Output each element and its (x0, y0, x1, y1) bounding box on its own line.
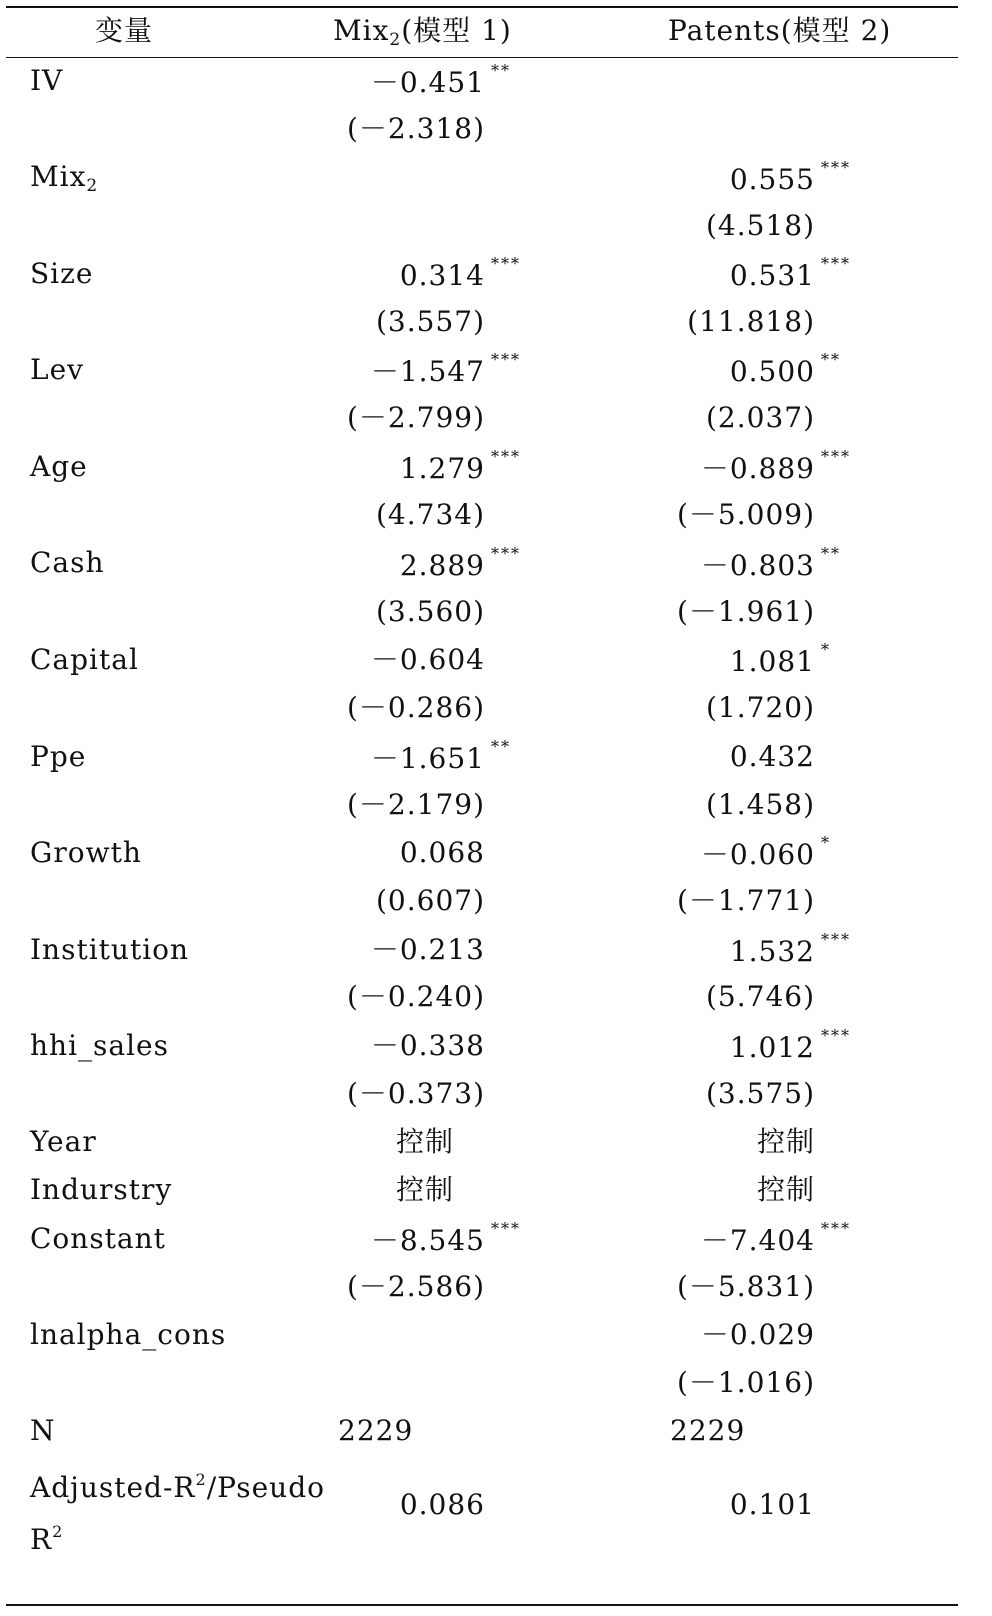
row-label-ppe: Ppe (30, 740, 87, 773)
row-label-r2: Adjusted-$R^2$/Pseudo (30, 1470, 325, 1504)
row-label-iv: IV (30, 64, 64, 97)
coef-m2: 0.500 ** (729, 350, 841, 388)
coef-m1: －0.338 (370, 1029, 485, 1062)
row-label-r2-cont: $R^2$ (30, 1522, 64, 1556)
coef-m2: 0.555 *** (729, 158, 851, 196)
row-label-hhi-sales: hhi_sales (30, 1029, 169, 1062)
r2-m2: 0.101 (729, 1488, 815, 1521)
row-label-year: Year (30, 1125, 97, 1158)
coef-m2: 1.081 * (729, 640, 831, 678)
row-label-institution: Institution (30, 933, 190, 966)
coef-m1: 0.068 (399, 836, 485, 869)
tstat-m2: (－1.016) (676, 1366, 815, 1399)
tstat-m2: (1.458) (705, 788, 815, 821)
coef-m1: －1.547 *** (370, 350, 521, 388)
tstat-m2: (4.518) (705, 209, 815, 242)
coef-m2: 0.432 (729, 740, 815, 773)
tstat-m1: (－2.179) (346, 788, 485, 821)
header-model-2: Patents(模型 2) (668, 14, 892, 47)
control-m1: 控制 (395, 1125, 454, 1158)
n-m2: 2229 (670, 1414, 746, 1447)
tstat-m1: (0.607) (375, 884, 485, 917)
tstat-m2: (5.746) (705, 980, 815, 1013)
tstat-m2: (－1.771) (676, 884, 815, 917)
header-rule (6, 57, 958, 58)
top-rule (6, 6, 958, 8)
coef-m2: －0.889 *** (700, 447, 851, 485)
control-m2: 控制 (756, 1125, 815, 1158)
tstat-m1: (－0.286) (346, 691, 485, 724)
row-label-lnalpha-cons: lnalpha_cons (30, 1318, 227, 1351)
coef-m1: －0.604 (370, 643, 485, 676)
r2-m1: 0.086 (399, 1488, 485, 1521)
tstat-m2: (2.037) (705, 401, 815, 434)
bottom-rule (6, 1604, 958, 1606)
header-model-1: Mix$_2$(模型 1) (333, 14, 512, 50)
tstat-m1: (4.734) (375, 498, 485, 531)
tstat-m2: (1.720) (705, 691, 815, 724)
row-label-constant: Constant (30, 1222, 166, 1255)
coef-m1: 0.314 *** (399, 254, 521, 292)
row-label-n: N (30, 1414, 56, 1447)
control-m2: 控制 (756, 1173, 815, 1206)
tstat-m1: (3.557) (375, 305, 485, 338)
coef-m1: 1.279 *** (399, 447, 521, 485)
tstat-m1: (－2.318) (346, 112, 485, 145)
coef-m2: 1.012 *** (729, 1026, 851, 1064)
row-label-lev: Lev (30, 353, 84, 386)
tstat-m1: (－0.373) (346, 1077, 485, 1110)
tstat-m2: (－1.961) (676, 595, 815, 628)
coef-m1: －0.213 (370, 933, 485, 966)
tstat-m2: (－5.009) (676, 498, 815, 531)
row-label-industry: Indurstry (30, 1173, 173, 1206)
tstat-m2: (11.818) (687, 305, 815, 338)
header-variable: 变量 (95, 14, 154, 47)
coef-m2: －0.029 (700, 1318, 815, 1351)
n-m1: 2229 (338, 1414, 414, 1447)
coef-m1: －0.451 ** (370, 61, 511, 99)
tstat-m1: (－0.240) (346, 980, 485, 1013)
row-label-cash: Cash (30, 546, 105, 579)
coef-m2: 0.531 *** (729, 254, 851, 292)
coef-m2: 1.532 *** (729, 930, 851, 968)
row-label-growth: Growth (30, 836, 142, 869)
control-m1: 控制 (395, 1173, 454, 1206)
row-label-capital: Capital (30, 643, 139, 676)
tstat-m1: (－2.799) (346, 401, 485, 434)
tstat-m1: (－2.586) (346, 1270, 485, 1303)
tstat-m2: (3.575) (705, 1077, 815, 1110)
coef-m1: －1.651 ** (370, 737, 511, 775)
row-label-mix2: Mix$_2$ (30, 160, 99, 196)
tstat-m1: (3.560) (375, 595, 485, 628)
row-label-age: Age (30, 450, 88, 483)
tstat-m2: (－5.831) (676, 1270, 815, 1303)
coef-m1: 2.889 *** (399, 544, 521, 582)
coef-m2: －0.803 ** (700, 544, 841, 582)
coef-m1: －8.545 *** (370, 1219, 521, 1257)
coef-m2: －7.404 *** (700, 1219, 851, 1257)
coef-m2: －0.060 * (700, 833, 831, 871)
row-label-size: Size (30, 257, 94, 290)
